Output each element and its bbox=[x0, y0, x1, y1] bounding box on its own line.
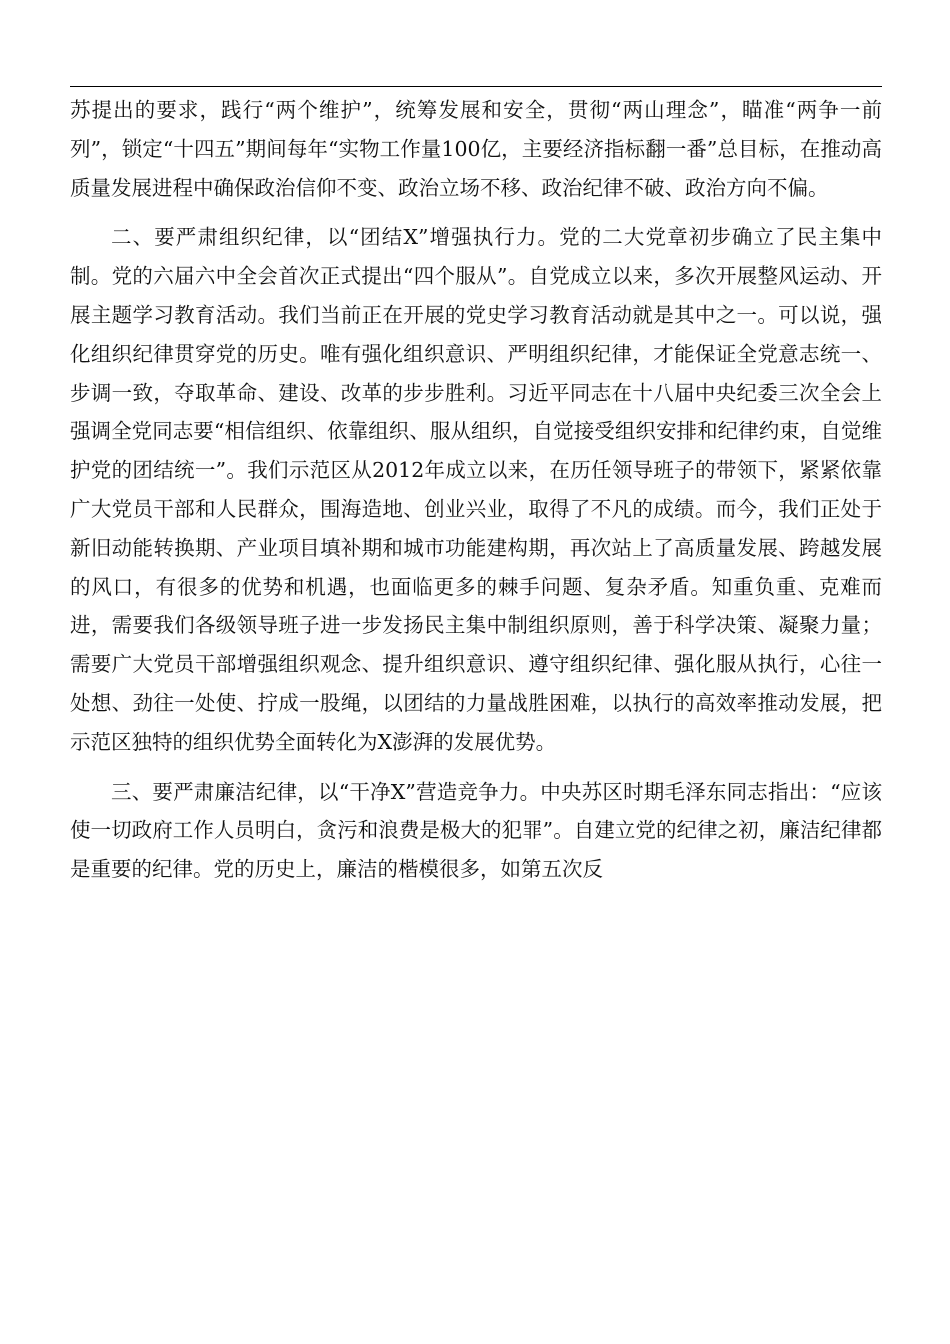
paragraph-organizational-discipline: 二、要严肃组织纪律，以“团结X”增强执行力。党的二大党章初步确立了民主集中制。党的六届六中全会首次正式提出“四个服从”。自党成立以来，多次开展整风运动、开展主题学习教育活动。我们当前正在开展的党史学习教育活动就是其中之一。可以说，强化组织纪律贯穿党的历史。唯有强化组织意识、严明组织纪律，才能保证全党意志统一、步调一致，夺取革命、建设、改革的步步胜利。习近平同志在十八届中央纪委三次全会上强调全党同志要“相信组织、依靠组织、服从组织，自觉接受组织安排和纪律约束，自觉维护党的团结统一”。我们示范区从2012年成立以来，在历任领导班子的带领下，紧紧依靠广大党员干部和人民群众，围海造地、创业兴业，取得了不凡的成绩。而今，我们正处于新旧动能转换期、产业项目填补期和城市功能建构期，再次站上了高质量发展、跨越发展的风口，有很多的优势和机遇，也面临更多的棘手问题、复杂矛盾。知重负重、克难而进，需要我们各级领导班子进一步发扬民主集中制组织原则，善于科学决策、凝聚力量；需要广大党员干部增强组织观念、提升组织意识、遵守组织纪律、强化服从执行，心往一处想、劲往一处使、拧成一股绳，以团结的力量战胜困难，以执行的高效率推动发展，把示范区独特的组织优势全面转化为X澎湃的发展优势。 bbox=[70, 225, 882, 754]
paragraph-continuation: 苏提出的要求，践行“两个维护”，统筹发展和安全，贯彻“两山理念”，瞄准“两争一前列”，锁定“十四五”期间每年“实物工作量100亿，主要经济指标翻一番”总目标，在推动高质量发展进程中确保政治信仰不变、政治立场不移、政治纪律不破、政治方向不偏。 bbox=[70, 98, 882, 200]
paragraph-integrity-discipline: 三、要严肃廉洁纪律，以“干净X”营造竞争力。中央苏区时期毛泽东同志指出：“应该使一切政府工作人员明白，贪污和浪费是极大的犯罪”。自建立党的纪律之初，廉洁纪律都是重要的纪律。党的历史上，廉洁的楷模很多，如第五次反 bbox=[70, 779, 882, 882]
header-rule bbox=[70, 86, 882, 87]
document-body bbox=[70, 91, 882, 889]
